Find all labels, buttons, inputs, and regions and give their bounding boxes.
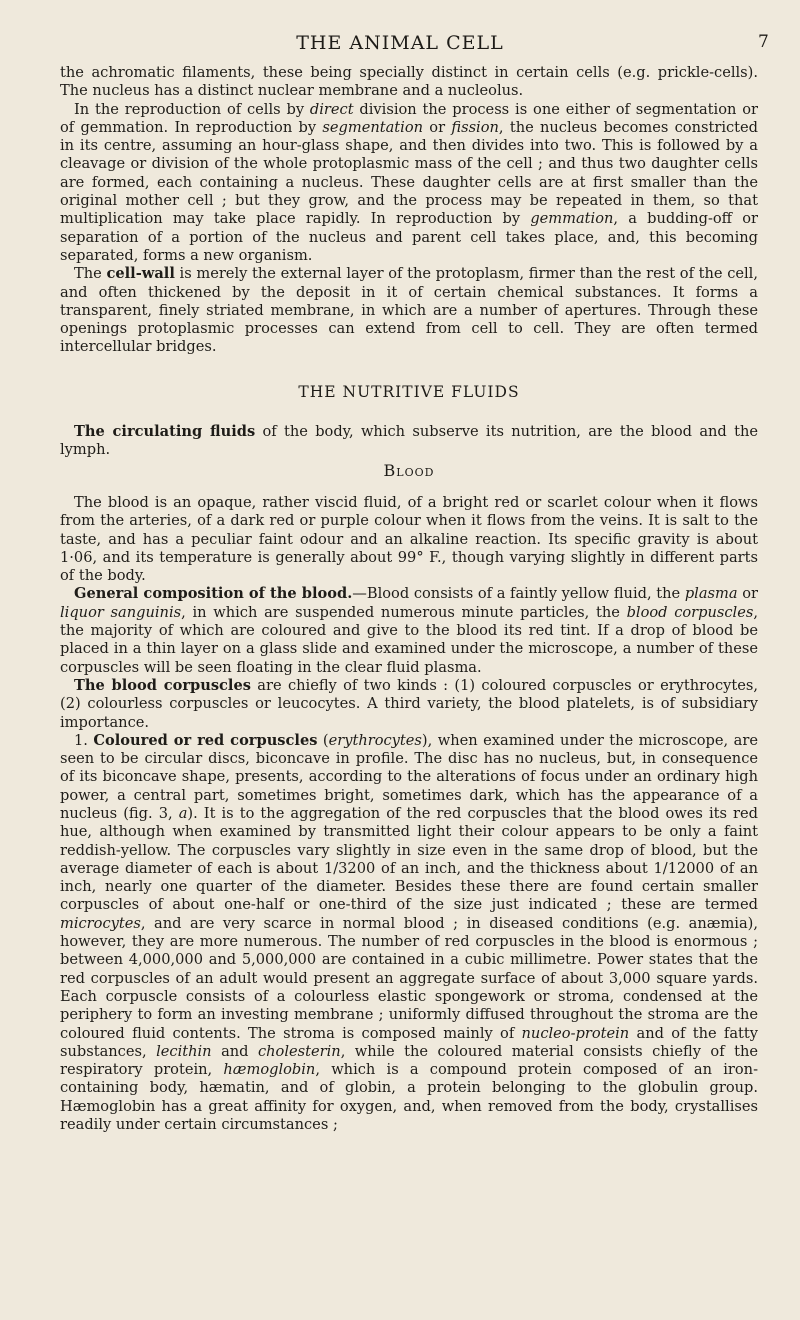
text-run: and: [211, 1042, 258, 1060]
text-run: of an inch, nearly one quarter of the diameter. Besides these there are found certain smaller corpuscles of about one-half or one-third of the size just indicated ; these are termed: [60, 859, 758, 914]
text-run: , the majority of which are coloured and give to the blood its red tint. If a drop of blood be placed in a thin layer on a glass slide and examined under the microscope, a number of these corpuscles will be seen floating in the clear fluid plasma.: [60, 603, 758, 676]
text-run: , in which are suspended numerous minute particles, the: [181, 603, 627, 621]
text-run: or: [737, 585, 758, 603]
text-run: (: [317, 731, 329, 749]
italic-term: lecithin: [156, 1042, 212, 1060]
italic-term: blood corpuscles: [626, 603, 754, 621]
italic-term: nucleo-protein: [521, 1024, 630, 1042]
italic-term: liquor sanguinis: [60, 603, 182, 621]
bold-term: The blood corpuscles: [74, 676, 251, 694]
italic-term: direct: [309, 100, 354, 118]
paragraph-cell-wall: [60, 265, 758, 356]
paragraph-blood-corpuscles: [60, 677, 758, 732]
page-number: 7: [758, 32, 769, 52]
text-run: and of the fatty substances,: [60, 1024, 758, 1060]
bold-term: cell-wall: [106, 265, 175, 283]
text-run: , while the coloured material consists chiefly of the respiratory protein,: [60, 1042, 758, 1079]
paragraph-blood-composition: [60, 585, 758, 676]
italic-term: hæmoglobin: [223, 1061, 316, 1079]
paragraph-blood-description: The blood is an opaque, rather viscid fluid, of a bright red or scarlet colour when it flows from the arteries, of a dark red or purple colour when it flows from the veins. It is salt to the taste, and has a peculiar faint odour and an alkaline reaction. Its specific gravity is about 1·06, and its temperature is generally about 99° F., though varying slightly in different parts of the body.: [60, 493, 758, 585]
fraction: 1/3200: [323, 859, 376, 877]
italic-term: segmentation: [322, 118, 424, 136]
bold-term: The circulating fluids: [74, 423, 256, 441]
italic-term: erythrocytes: [328, 731, 422, 749]
italic-term: fission: [451, 118, 499, 136]
paragraph-cell-nucleus: the achromatic filaments, these being specially distinct in certain cells (e.g. prickle-cells). The nucleus has a distinct nuclear membrane and a nucleolus.: [60, 64, 758, 100]
text-run: of an inch, and the thickness about: [375, 859, 654, 877]
text-run: , the nucleus becomes constricted in its centre, assuming an hour-glass shape, and then divides into two. This is followed by a cleavage or division of the whole protoplasmic mass of the cell ; and thus two daughter cells are formed, each containing a nucleus. These daughter cells are at first smaller than the original mother cell ; but they grow, and the process may be repeated in them, so that multiplication may take place rapidly. In reproduction by: [60, 118, 759, 228]
subsection-heading: Blood: [383, 460, 435, 480]
section-heading: THE NUTRITIVE FLUIDS: [298, 382, 520, 401]
text-run: —Blood consists of a faintly yellow fluid, the: [352, 585, 685, 603]
text-run: ). It is to the aggregation of the red corpuscles that the blood owes its red hue, although when examined by transmitted light their colour appears to be only a faint reddish-yellow. The corpuscles vary slightly in size even in the same drop of blood, but the average diameter of each is about: [60, 804, 759, 877]
text-run: is merely the external layer of the protoplasm, firmer than the rest of the cell, and often thickened by the deposit in it of certain chemical substances. It forms a transparent, finely striated membrane, in which are a number of apertures. Through these openings protoplasmic processes can extend from cell to cell. They are often termed intercellular bridges.: [60, 265, 758, 356]
italic-term: cholesterin: [257, 1042, 341, 1060]
text-run: or: [423, 118, 452, 136]
italic-term: gemmation: [530, 210, 614, 228]
page-body: [60, 64, 758, 1134]
fraction: 1/12000: [653, 859, 715, 877]
running-head: THE ANIMAL CELL: [296, 32, 504, 54]
text-run: , which is a compound protein composed of an iron-containing body, hæmatin, and of globin, a protein belonging to the globulin group. Hæmoglobin has a great affinity for oxygen, and, when removed from the body, crystallises readily under certain circumstances ;: [60, 1061, 759, 1134]
paragraph-circulating-fluids: [60, 423, 758, 460]
paragraph-red-corpuscles: [60, 732, 758, 1135]
text-run: division the process is one either of segmentation or of gemmation. In reproduction by: [60, 100, 758, 136]
text-run: , and are very scarce in normal blood ; in diseased conditions (e.g. anæmia), however, they are more numerous. The number of red corpuscles in the blood is enormous ; between 4,000,000 and 5,000,000 are contained in a cubic millimetre. Power states that the red corpuscles of an adult would present an aggregate surface of about 3,000 square yards. Each corpuscle consists of a colourless elastic spongework or stroma, condensed at the periphery to form an investing membrane ; uniformly diffused throughout the stroma are the coloured fluid contents. The stroma is composed mainly of: [60, 914, 758, 1042]
text-run: In the reproduction of cells by: [74, 100, 310, 118]
text-run: The: [74, 265, 107, 283]
text-run: of the body, which subserve its nutrition, are the blood and the lymph.: [60, 423, 758, 459]
italic-term: a: [178, 804, 188, 822]
italic-term: plasma: [684, 585, 738, 603]
text-run: are chiefly of two kinds : (1) coloured corpuscles or erythrocytes, (2) colourless corpuscles or leucocytes. A third variety, the blood platelets, is of subsidiary importance.: [60, 676, 758, 731]
bold-term: Coloured or red corpuscles: [93, 731, 318, 749]
text-run: ), when examined under the microscope, are seen to be circular discs, biconcave in profile. The disc has no nucleus, but, in consequence of its biconcave shape, presents, according to the alterations of focus under an ordinary high power, a central part, sometimes bright, sometimes dark, which has the appearance of a nucleus (fig. 3,: [60, 731, 758, 822]
paragraph-reproduction: [60, 101, 758, 266]
italic-term: microcytes: [60, 914, 141, 932]
text-run: 1.: [74, 731, 94, 749]
text-run: , a budding-off or separation of a portion of the nucleus and parent cell takes place, and, this becoming separated, forms a new organism.: [60, 210, 758, 264]
bold-term: General composition of the blood.: [74, 585, 353, 603]
